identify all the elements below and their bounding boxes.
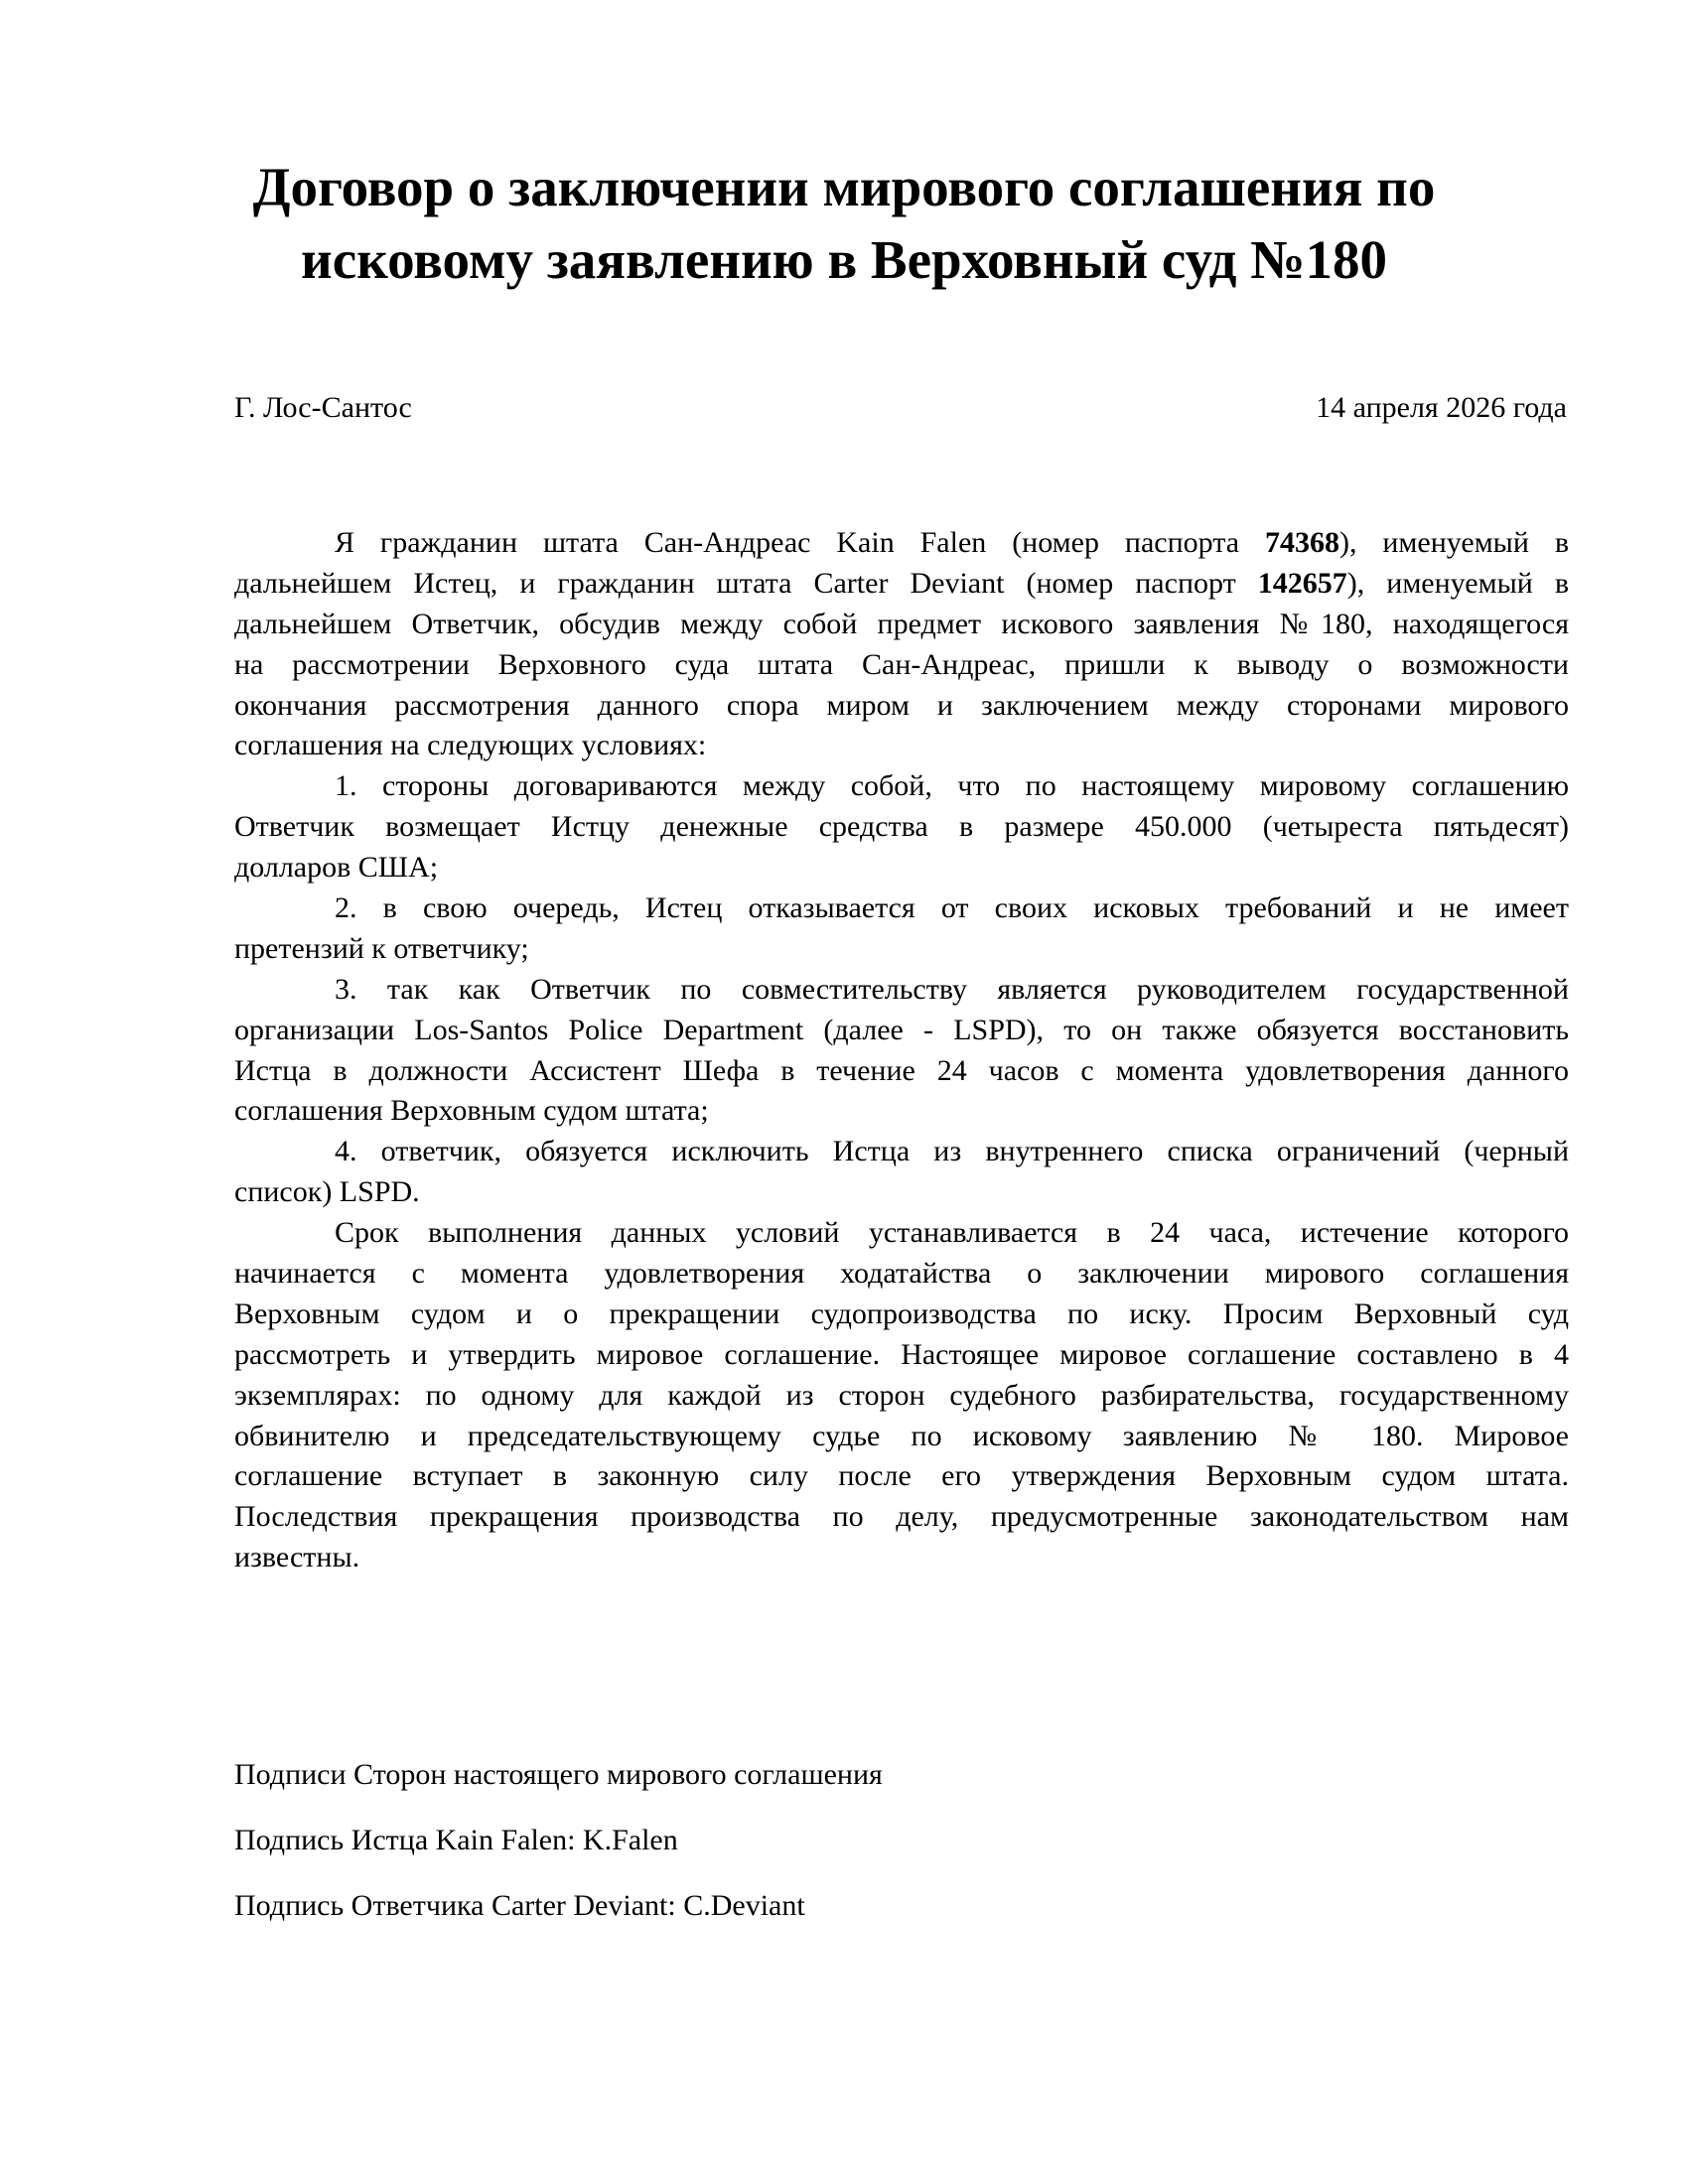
intro-line-6: соглашения на следующих условиях:: [234, 729, 707, 762]
document-title: [0, 151, 1688, 296]
title-line-2: исковому заявлению в Верховный суд №180: [301, 229, 1387, 290]
document-body: [234, 523, 1569, 1578]
intro-line-2: [234, 564, 1569, 605]
intro-text: Я гражданин штата Сан-Андреас Kain Falen (номер паспорта: [335, 526, 1265, 559]
closing-line: соглашение вступает в законную силу после его утверждения Верховным судом штата.: [234, 1459, 1569, 1493]
place-date-row: [234, 388, 1567, 428]
intro-text: ), именуемый в: [1338, 526, 1569, 559]
closing-paragraph: [234, 1213, 1569, 1578]
defendant-passport: 142657: [1257, 566, 1347, 600]
closing-line: обвинителю и председательствующему судье по исковому заявлению № 180. Мировое: [234, 1419, 1569, 1452]
closing-line: экземплярах: по одному для каждой из сторон судебного разбирательства, государственному: [234, 1378, 1569, 1412]
defendant-signature: Подпись Ответчика Carter Deviant: C.Deviant: [234, 1889, 805, 1922]
closing-line: Последствия прекращения производства по делу, предусмотренные законодательством нам: [234, 1500, 1569, 1534]
condition-line: 4. ответчик, обязуется исключить Истца из внутреннего списка ограничений (черный: [335, 1135, 1569, 1168]
closing-line: рассмотреть и утвердить мировое соглашение. Настоящее мировое соглашение составлено в 4: [234, 1337, 1569, 1371]
condition-line: организации Los-Santos Police Department (далее - LSPD), то он также обязуется восстановить: [234, 1013, 1569, 1046]
intro-text: ), именуемый в: [1346, 566, 1569, 600]
condition-line: 3. так как Ответчик по совместительству является руководителем государственной: [335, 972, 1569, 1006]
condition-line: список) LSPD.: [234, 1175, 420, 1209]
condition-line: Ответчик возмещает Истцу денежные средства в размере 450.000 (четыреста пятьдесят): [234, 810, 1569, 844]
condition-line: 2. в свою очередь, Истец отказывается от своих исковых требований и не имеет: [335, 891, 1569, 925]
condition-line: Истца в должности Ассистент Шефа в течение 24 часов с момента удовлетворения данного: [234, 1053, 1569, 1087]
city: Г. Лос-Сантос: [234, 391, 412, 424]
title-line-1: Договор о заключении мирового соглашения по: [252, 157, 1436, 217]
condition-line: долларов США;: [234, 851, 439, 885]
intro-text: дальнейшем Истец, и гражданин штата Carter Deviant (номер паспорт: [234, 566, 1258, 600]
condition-line: соглашения Верховным судом штата;: [234, 1094, 709, 1128]
condition-line: претензий к ответчику;: [234, 931, 529, 965]
date: 14 апреля 2026 года: [1316, 391, 1567, 424]
intro-line-1: [234, 523, 1569, 564]
signatures-heading: Подписи Сторон настоящего мирового соглашения: [234, 1758, 883, 1791]
intro-paragraph: [234, 523, 1569, 766]
intro-line-5: окончания рассмотрения данного спора миром и заключением между сторонами мирового: [234, 688, 1569, 722]
plaintiff-signature: Подпись Истца Kain Falen: K.Falen: [234, 1824, 678, 1856]
signatures-block: [234, 1755, 883, 1952]
closing-line: Верховным судом и о прекращении судопроизводства по иску. Просим Верховный суд: [234, 1297, 1569, 1330]
condition-line: 1. стороны договариваются между собой, что по настоящему мировому соглашению: [335, 769, 1569, 803]
intro-line-3: дальнейшем Ответчик, обсудив между собой предмет искового заявления №180, находящегося: [234, 607, 1569, 640]
condition-4: [234, 1132, 1569, 1213]
condition-1: [234, 766, 1569, 888]
plaintiff-passport: 74368: [1264, 526, 1339, 559]
condition-2: [234, 888, 1569, 970]
closing-line: начинается с момента удовлетворения ходатайства о заключении мирового соглашения: [234, 1257, 1569, 1291]
closing-line: Срок выполнения данных условий устанавливается в 24 часа, истечение которого: [335, 1216, 1569, 1250]
closing-line: известны.: [234, 1541, 360, 1574]
condition-3: [234, 970, 1569, 1133]
intro-line-4: на рассмотрении Верховного суда штата Сан-Андреас, пришли к выводу о возможности: [234, 647, 1569, 681]
